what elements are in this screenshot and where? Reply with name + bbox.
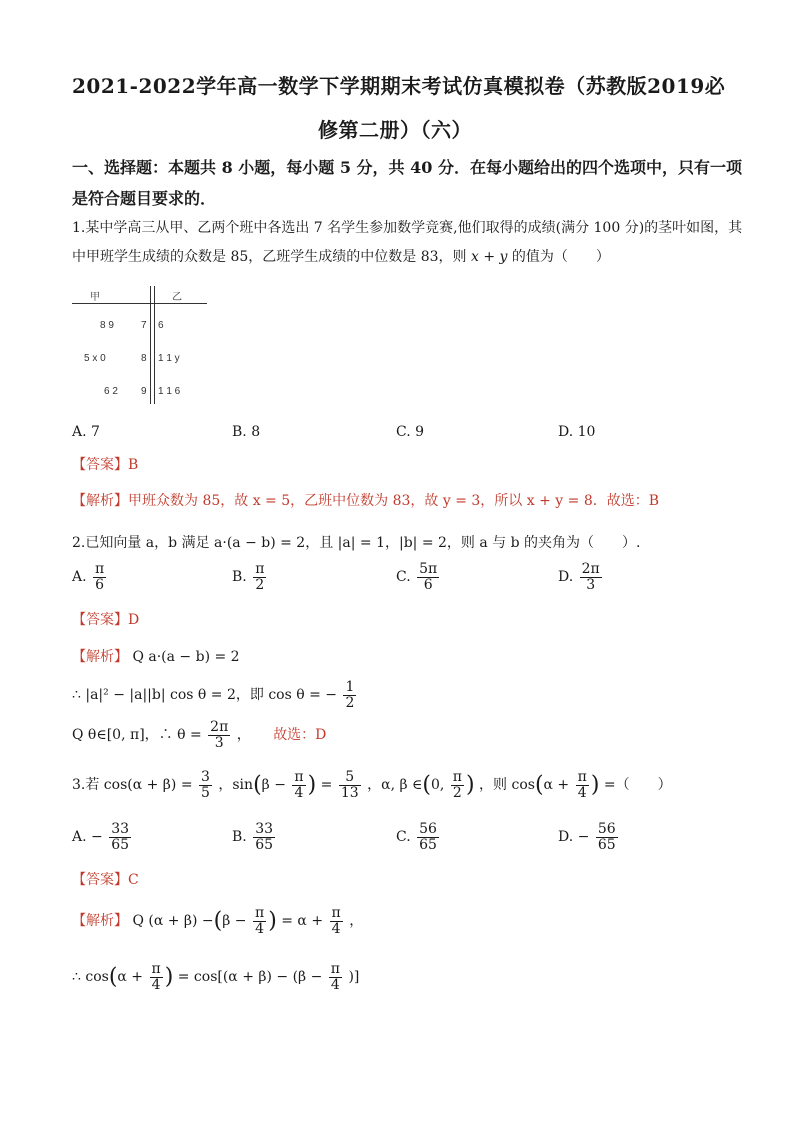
q2-analysis-step3: Q θ∈[0, π]，∴ θ =: [72, 727, 202, 744]
q3-stem-h: α +: [543, 777, 570, 794]
q3-option-c-den: 65: [419, 836, 437, 853]
q1-answer: 【答案】B: [72, 457, 139, 473]
q3-paren-close-3: ): [590, 772, 600, 798]
q3-a1a: Q (α + β) −: [132, 913, 214, 930]
q2-option-a-label: A.: [72, 569, 87, 586]
q3-frac1-den: 5: [201, 784, 210, 801]
q2-stem: 2.已知向量 a，b 满足 a·(a − b) = 2，且 |a| = 1，|b| = 2，则 a 与 b 的夹角为（ ）.: [72, 535, 641, 551]
q2-option-b: [232, 562, 268, 592]
stemleaf-row2-left: 5 x 0: [84, 353, 106, 364]
q3-a1-den2: 4: [331, 920, 341, 937]
q3-frac2-num: π: [294, 769, 304, 785]
q3-stem-d: =: [320, 777, 333, 794]
q3-option-a-label: A. −: [72, 829, 103, 846]
stemleaf-row1-stem: 7: [141, 320, 147, 331]
stemleaf-row3-left: 6 2: [104, 386, 118, 397]
q2-option-b-num: π: [255, 561, 265, 577]
stemleaf-header-rule: [72, 303, 207, 304]
q1-option-d: D. 10: [558, 424, 596, 440]
q2-analysis-line2: [72, 680, 358, 710]
q3-option-b: [232, 822, 277, 852]
q3-a1-den: 4: [255, 920, 265, 937]
q2-option-c: [396, 562, 441, 592]
q1-analysis: 【解析】甲班众数为 85，故 x = 5，乙班中位数为 83，故 y = 3，所以 x + y = 8．故选：B: [72, 493, 660, 509]
q3-frac3-num: 5: [339, 770, 361, 786]
q3-stem-i: =（ ）: [603, 777, 672, 794]
stemleaf-row1-right: 6: [158, 320, 164, 331]
q3-a2-den: 4: [151, 976, 161, 993]
q2-option-a: [72, 562, 108, 592]
stemleaf-row2-right: 1 1 y: [158, 353, 180, 364]
q3-a2-den2: 4: [330, 976, 340, 993]
q3-analysis-line2: [72, 962, 359, 992]
q3-stem-e: ，α, β ∈: [367, 777, 423, 794]
q3-frac5-num: π: [577, 769, 587, 785]
q3-stem-c: β −: [261, 777, 286, 794]
q3-a2b: α +: [117, 969, 144, 986]
q1-option-c: C. 9: [396, 424, 425, 440]
q3-frac3-den: 13: [340, 784, 359, 801]
q3-a1-num: π: [255, 905, 265, 921]
q3-a2-num: π: [151, 961, 161, 977]
q2-step2-den: 2: [345, 694, 355, 711]
stemleaf-head-right: 乙: [172, 292, 182, 303]
q3-a2-paren-close: ): [164, 964, 174, 990]
q2-analysis-step1: Q a·(a − b) = 2: [132, 649, 240, 665]
q3-paren-close-1: ): [307, 772, 317, 798]
q3-option-c-label: C.: [396, 829, 411, 846]
q3-a1-num2: π: [331, 905, 341, 921]
q3-a1b: β −: [222, 913, 247, 930]
q3-a1-paren-close: ): [268, 908, 277, 934]
q3-option-b-den: 65: [255, 836, 274, 853]
q3-paren-open-1: (: [253, 772, 262, 798]
q2-analysis-head: 【解析】: [72, 649, 128, 665]
q3-analysis-head: 【解析】: [72, 913, 128, 930]
stemleaf-divider-left: [150, 286, 151, 404]
q2-analysis-step2: ∴ |a|² − |a||b| cos θ = 2，即 cos θ = −: [72, 687, 338, 704]
q2-option-c-label: C.: [396, 569, 411, 586]
q3-a2-paren-open: (: [108, 964, 118, 990]
q3-option-d-den: 65: [597, 836, 616, 853]
q1-stem-text: 中甲班学生成绩的众数是 85，乙班学生成绩的中位数是 83，则: [72, 249, 467, 265]
q3-frac4-num: π: [452, 769, 462, 785]
stemleaf-row2-stem: 8: [141, 353, 147, 364]
stemleaf-divider-right: [154, 286, 155, 404]
q3-frac2-den: 4: [294, 784, 304, 801]
q3-option-c-num: 56: [419, 821, 437, 837]
stem-leaf-plot: [62, 286, 212, 406]
q2-analysis-line3: [72, 720, 326, 750]
q2-step3-choice: 故选：D: [273, 727, 327, 744]
q2-option-c-den: 6: [423, 576, 433, 593]
q3-stem-f: 0,: [430, 777, 445, 794]
q1-option-a: A. 7: [72, 424, 100, 440]
q2-option-d-label: D.: [558, 569, 574, 586]
q1-option-b: B. 8: [232, 424, 261, 440]
page-title-line1: 2021-2022学年高一数学下学期期末考试仿真模拟卷（苏教版2019必: [72, 74, 726, 98]
q3-answer: 【答案】C: [72, 872, 139, 888]
q2-option-d-den: 3: [586, 576, 596, 593]
q3-stem-g: ，则 cos: [479, 777, 535, 794]
q3-a2d: )]: [348, 969, 360, 986]
q2-option-d: [558, 562, 604, 592]
q3-frac4-den: 2: [452, 784, 462, 801]
q3-option-d: [558, 822, 620, 852]
q3-option-d-num: 56: [597, 821, 616, 837]
q3-paren-close-2: ): [465, 772, 475, 798]
stemleaf-head-left: 甲: [90, 292, 100, 303]
q1-stem-line1: 1.某中学高三从甲、乙两个班中各选出 7 名学生参加数学竞赛,他们取得的成绩(满分 100 分)的茎叶如图，其: [72, 220, 743, 236]
q3-paren-open-2: (: [422, 772, 431, 798]
q3-frac1-num: 3: [201, 769, 210, 785]
q3-a2-num2: π: [330, 961, 340, 977]
q3-option-c: [396, 822, 441, 852]
q3-a1d: ，: [349, 913, 364, 930]
q2-step3-num: 2π: [210, 719, 229, 735]
stemleaf-row1-left: 8 9: [100, 320, 114, 331]
q2-analysis-line1: [72, 646, 240, 666]
q2-step3-den: 3: [214, 734, 224, 751]
section-heading-line1: 一、选择题：本题共 8 小题，每小题 5 分，共 40 分．在每小题给出的四个选项中，只有一项: [72, 158, 742, 177]
q3-option-a-num: 33: [111, 821, 130, 837]
q3-a2c: = cos[(α + β) − (β −: [177, 969, 323, 986]
q3-analysis-line1: [72, 906, 363, 936]
q3-paren-open-3: (: [534, 772, 544, 798]
stemleaf-row3-stem: 9: [141, 386, 147, 397]
q3-option-a-den: 65: [111, 836, 130, 853]
q2-answer: 【答案】D: [72, 612, 140, 628]
q2-step2-num: 1: [345, 679, 355, 695]
q2-option-b-label: B.: [232, 569, 247, 586]
q3-stem-a: 3.若 cos(α + β) =: [72, 777, 193, 794]
q3-a1c: = α +: [281, 913, 324, 930]
q3-option-b-label: B.: [232, 829, 247, 846]
q3-a1-paren-open: (: [213, 908, 223, 934]
q3-option-a: [72, 822, 133, 852]
q1-stem-tail: 的值为（ ）: [511, 249, 610, 265]
stemleaf-row3-right: 1 1 6: [158, 386, 181, 397]
q2-option-d-num: 2π: [581, 561, 600, 577]
section-heading-line2: 是符合题目要求的．: [72, 189, 217, 208]
q2-option-a-num: π: [95, 561, 105, 577]
q1-stem-line2: [72, 246, 610, 266]
q1-stem-expr: x + y: [470, 249, 508, 265]
q3-option-d-label: D. −: [558, 829, 590, 846]
q2-option-c-num: 5π: [419, 561, 438, 577]
q2-option-b-den: 2: [255, 576, 265, 593]
q3-frac5-den: 4: [577, 784, 587, 801]
q3-option-b-num: 33: [255, 821, 274, 837]
q3-stem-b: ，sin: [218, 777, 254, 794]
q2-step3-comma: ，: [236, 727, 251, 744]
q2-option-a-den: 6: [95, 576, 105, 593]
page-title-line2: 修第二册）（六）: [318, 118, 472, 142]
q3-stem: [72, 770, 672, 800]
q3-a2a: ∴ cos: [72, 969, 109, 986]
